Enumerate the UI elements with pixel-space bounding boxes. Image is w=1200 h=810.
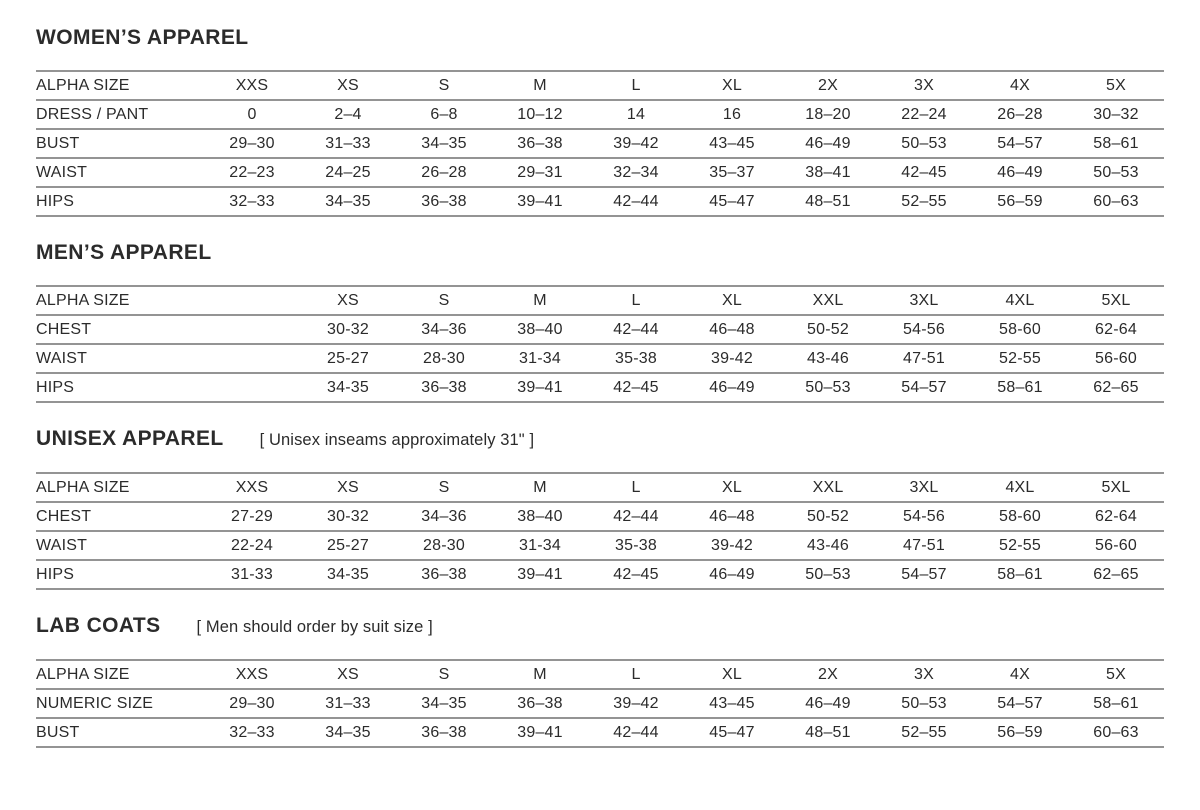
column-header: 4XL xyxy=(972,286,1068,315)
size-cell: 28-30 xyxy=(396,531,492,560)
size-cell: 43–45 xyxy=(684,129,780,158)
column-header: 5XL xyxy=(1068,473,1164,502)
header-row xyxy=(36,71,1164,100)
column-header: 3X xyxy=(876,71,972,100)
size-cell: 50–53 xyxy=(780,560,876,589)
section-mens-apparel xyxy=(36,242,1164,403)
row-label-header: ALPHA SIZE xyxy=(36,71,204,100)
size-cell: 31–33 xyxy=(300,689,396,718)
size-cell: 46–49 xyxy=(780,689,876,718)
size-cell: 22–24 xyxy=(876,100,972,129)
size-cell: 48–51 xyxy=(780,187,876,216)
size-cell: 42–45 xyxy=(876,158,972,187)
size-cell: 42–45 xyxy=(588,560,684,589)
size-cell: 25-27 xyxy=(300,344,396,373)
column-header: XS xyxy=(300,286,396,315)
size-cell: 32–33 xyxy=(204,718,300,747)
section-title: WOMEN’S APPAREL xyxy=(36,26,249,49)
size-cell: 36–38 xyxy=(492,689,588,718)
row-label: WAIST xyxy=(36,344,204,373)
column-header: XXS xyxy=(204,71,300,100)
section-lab-coats xyxy=(36,615,1164,748)
column-header: XS xyxy=(300,71,396,100)
column-header: XXL xyxy=(780,286,876,315)
column-header: 4XL xyxy=(972,473,1068,502)
size-cell: 26–28 xyxy=(972,100,1068,129)
column-header: 5X xyxy=(1068,71,1164,100)
size-cell: 39–42 xyxy=(588,689,684,718)
size-cell: 39–42 xyxy=(588,129,684,158)
size-cell xyxy=(204,373,300,402)
size-cell: 26–28 xyxy=(396,158,492,187)
row-label: HIPS xyxy=(36,560,204,589)
column-header: 2X xyxy=(780,660,876,689)
size-cell: 42–44 xyxy=(588,718,684,747)
column-header: XS xyxy=(300,660,396,689)
row-label-header: ALPHA SIZE xyxy=(36,660,204,689)
size-cell: 42–45 xyxy=(588,373,684,402)
size-cell: 36–38 xyxy=(396,373,492,402)
column-header: XXL xyxy=(780,473,876,502)
column-header: M xyxy=(492,286,588,315)
size-cell: 14 xyxy=(588,100,684,129)
section-note: [ Unisex inseams approximately 31" ] xyxy=(259,431,535,449)
size-cell: 34–36 xyxy=(396,502,492,531)
table-row xyxy=(36,315,1164,344)
size-cell: 54–57 xyxy=(876,560,972,589)
size-cell: 34–35 xyxy=(300,187,396,216)
size-cell: 38–41 xyxy=(780,158,876,187)
size-cell: 50–53 xyxy=(876,129,972,158)
column-header: L xyxy=(588,473,684,502)
size-cell: 45–47 xyxy=(684,187,780,216)
column-header: 4X xyxy=(972,71,1068,100)
table-row xyxy=(36,718,1164,747)
header-row xyxy=(36,473,1164,502)
size-cell: 6–8 xyxy=(396,100,492,129)
size-cell: 46–49 xyxy=(972,158,1068,187)
size-cell: 36–38 xyxy=(396,187,492,216)
size-cell: 28-30 xyxy=(396,344,492,373)
section-title: UNISEX APPAREL xyxy=(36,427,224,450)
size-cell: 56-60 xyxy=(1068,531,1164,560)
size-cell: 46–49 xyxy=(684,373,780,402)
size-cell: 18–20 xyxy=(780,100,876,129)
size-cell: 46–49 xyxy=(684,560,780,589)
size-cell: 62-64 xyxy=(1068,502,1164,531)
section-head xyxy=(36,242,1164,263)
size-cell: 56–59 xyxy=(972,187,1068,216)
size-cell: 34–35 xyxy=(396,689,492,718)
column-header: S xyxy=(396,660,492,689)
size-cell: 22-24 xyxy=(204,531,300,560)
size-cell: 36–38 xyxy=(492,129,588,158)
table-row xyxy=(36,373,1164,402)
column-header: S xyxy=(396,71,492,100)
size-cell: 29–30 xyxy=(204,129,300,158)
size-cell: 60–63 xyxy=(1068,718,1164,747)
size-cell: 52-55 xyxy=(972,344,1068,373)
column-header: L xyxy=(588,71,684,100)
column-header xyxy=(204,286,300,315)
size-cell: 22–23 xyxy=(204,158,300,187)
size-cell: 31-34 xyxy=(492,531,588,560)
size-cell: 30-32 xyxy=(300,502,396,531)
table-row xyxy=(36,100,1164,129)
row-label: BUST xyxy=(36,129,204,158)
size-cell: 52-55 xyxy=(972,531,1068,560)
size-cell: 54-56 xyxy=(876,315,972,344)
column-header: 4X xyxy=(972,660,1068,689)
size-cell: 56–59 xyxy=(972,718,1068,747)
section-womens-apparel xyxy=(36,27,1164,217)
size-cell xyxy=(204,315,300,344)
header-row xyxy=(36,660,1164,689)
size-cell: 54–57 xyxy=(972,129,1068,158)
size-cell: 42–44 xyxy=(588,315,684,344)
column-header: L xyxy=(588,660,684,689)
size-cell: 10–12 xyxy=(492,100,588,129)
size-cell: 36–38 xyxy=(396,560,492,589)
size-cell: 58–61 xyxy=(1068,129,1164,158)
size-cell: 35–37 xyxy=(684,158,780,187)
size-cell: 34–35 xyxy=(300,718,396,747)
size-cell: 24–25 xyxy=(300,158,396,187)
size-cell: 34-35 xyxy=(300,373,396,402)
size-cell: 47-51 xyxy=(876,344,972,373)
column-header: S xyxy=(396,473,492,502)
column-header: M xyxy=(492,71,588,100)
size-cell: 16 xyxy=(684,100,780,129)
section-head xyxy=(36,615,1164,637)
size-cell: 25-27 xyxy=(300,531,396,560)
column-header: XL xyxy=(684,660,780,689)
size-cell: 50–53 xyxy=(876,689,972,718)
size-cell: 0 xyxy=(204,100,300,129)
size-cell: 46–48 xyxy=(684,502,780,531)
row-label: WAIST xyxy=(36,531,204,560)
header-row xyxy=(36,286,1164,315)
column-header: 3X xyxy=(876,660,972,689)
size-cell: 60–63 xyxy=(1068,187,1164,216)
size-cell: 29–31 xyxy=(492,158,588,187)
size-cell: 58-60 xyxy=(972,502,1068,531)
womens-size-table xyxy=(36,70,1164,217)
size-cell: 39-42 xyxy=(684,531,780,560)
table-row xyxy=(36,158,1164,187)
row-label: WAIST xyxy=(36,158,204,187)
row-label: CHEST xyxy=(36,315,204,344)
row-label-header: ALPHA SIZE xyxy=(36,473,204,502)
size-cell: 54-56 xyxy=(876,502,972,531)
size-cell: 42–44 xyxy=(588,502,684,531)
table-row xyxy=(36,187,1164,216)
size-cell: 62–65 xyxy=(1068,560,1164,589)
section-unisex-apparel xyxy=(36,428,1164,590)
size-cell: 45–47 xyxy=(684,718,780,747)
size-cell: 42–44 xyxy=(588,187,684,216)
size-cell: 34–35 xyxy=(396,129,492,158)
column-header: M xyxy=(492,473,588,502)
size-cell: 58-60 xyxy=(972,315,1068,344)
section-title: MEN’S APPAREL xyxy=(36,241,212,264)
lab-coats-size-table xyxy=(36,659,1164,748)
size-cell: 39–41 xyxy=(492,373,588,402)
column-header: 3XL xyxy=(876,286,972,315)
column-header: S xyxy=(396,286,492,315)
size-cell: 54–57 xyxy=(972,689,1068,718)
table-row xyxy=(36,129,1164,158)
size-cell: 31-33 xyxy=(204,560,300,589)
size-cell: 52–55 xyxy=(876,718,972,747)
size-cell: 54–57 xyxy=(876,373,972,402)
column-header: 3XL xyxy=(876,473,972,502)
size-cell: 39-42 xyxy=(684,344,780,373)
row-label: BUST xyxy=(36,718,204,747)
row-label: DRESS / PANT xyxy=(36,100,204,129)
table-row xyxy=(36,344,1164,373)
table-row xyxy=(36,560,1164,589)
column-header: XL xyxy=(684,286,780,315)
size-cell: 39–41 xyxy=(492,718,588,747)
mens-size-table xyxy=(36,285,1164,403)
size-cell: 43-46 xyxy=(780,531,876,560)
size-cell: 27-29 xyxy=(204,502,300,531)
size-cell: 46–49 xyxy=(780,129,876,158)
unisex-size-table xyxy=(36,472,1164,590)
column-header: 2X xyxy=(780,71,876,100)
size-cell: 38–40 xyxy=(492,315,588,344)
row-label: CHEST xyxy=(36,502,204,531)
size-cell: 29–30 xyxy=(204,689,300,718)
size-cell: 35-38 xyxy=(588,531,684,560)
size-cell: 30–32 xyxy=(1068,100,1164,129)
size-cell: 50-52 xyxy=(780,502,876,531)
column-header: XXS xyxy=(204,660,300,689)
size-cell xyxy=(204,344,300,373)
size-cell: 48–51 xyxy=(780,718,876,747)
size-cell: 50-52 xyxy=(780,315,876,344)
size-cell: 58–61 xyxy=(972,373,1068,402)
column-header: XXS xyxy=(204,473,300,502)
size-cell: 50–53 xyxy=(1068,158,1164,187)
size-cell: 34–36 xyxy=(396,315,492,344)
table-row xyxy=(36,502,1164,531)
size-cell: 43–45 xyxy=(684,689,780,718)
size-cell: 39–41 xyxy=(492,560,588,589)
section-head xyxy=(36,27,1164,48)
size-cell: 58–61 xyxy=(1068,689,1164,718)
section-note: [ Men should order by suit size ] xyxy=(196,618,433,636)
size-cell: 36–38 xyxy=(396,718,492,747)
size-cell: 62-64 xyxy=(1068,315,1164,344)
size-cell: 47-51 xyxy=(876,531,972,560)
size-cell: 52–55 xyxy=(876,187,972,216)
size-cell: 35-38 xyxy=(588,344,684,373)
size-cell: 56-60 xyxy=(1068,344,1164,373)
row-label: NUMERIC SIZE xyxy=(36,689,204,718)
size-cell: 58–61 xyxy=(972,560,1068,589)
size-cell: 2–4 xyxy=(300,100,396,129)
column-header: XL xyxy=(684,473,780,502)
size-cell: 32–33 xyxy=(204,187,300,216)
size-cell: 43-46 xyxy=(780,344,876,373)
table-row xyxy=(36,689,1164,718)
column-header: 5XL xyxy=(1068,286,1164,315)
row-label-header: ALPHA SIZE xyxy=(36,286,204,315)
size-cell: 30-32 xyxy=(300,315,396,344)
column-header: 5X xyxy=(1068,660,1164,689)
size-cell: 38–40 xyxy=(492,502,588,531)
column-header: XL xyxy=(684,71,780,100)
section-title: LAB COATS xyxy=(36,614,161,637)
size-cell: 32–34 xyxy=(588,158,684,187)
column-header: XS xyxy=(300,473,396,502)
size-cell: 31-34 xyxy=(492,344,588,373)
size-cell: 31–33 xyxy=(300,129,396,158)
section-head xyxy=(36,428,1164,450)
size-cell: 50–53 xyxy=(780,373,876,402)
table-row xyxy=(36,531,1164,560)
size-cell: 39–41 xyxy=(492,187,588,216)
size-cell: 34-35 xyxy=(300,560,396,589)
row-label: HIPS xyxy=(36,373,204,402)
column-header: L xyxy=(588,286,684,315)
row-label: HIPS xyxy=(36,187,204,216)
size-cell: 46–48 xyxy=(684,315,780,344)
size-cell: 62–65 xyxy=(1068,373,1164,402)
column-header: M xyxy=(492,660,588,689)
